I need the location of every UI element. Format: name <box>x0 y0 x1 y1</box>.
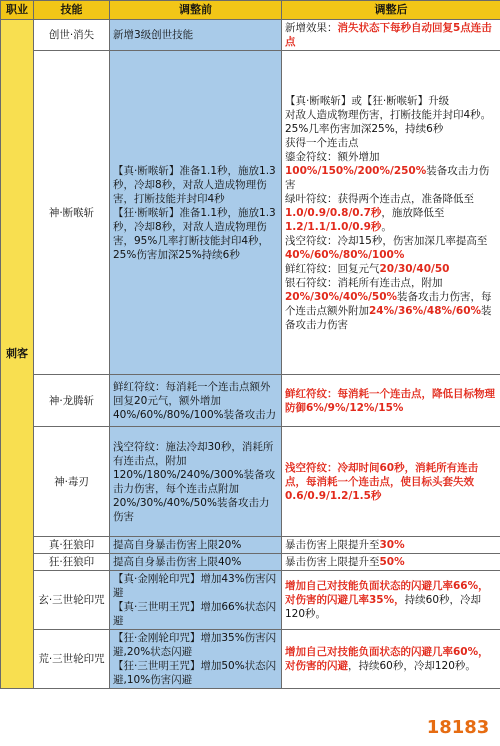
highlight-text: 鲜红符纹：每消耗一个连击点，降低目标物理防御6%/9%/12%/15% <box>285 387 495 414</box>
after-text: 新增效果： <box>285 22 338 34</box>
table-row <box>1 375 500 427</box>
after-line <box>285 234 497 262</box>
after-cell <box>282 630 500 689</box>
table-row <box>1 51 500 375</box>
highlight-text: 50% <box>379 556 405 568</box>
skill-name: 神·龙腾斩 <box>34 375 110 427</box>
after-line <box>285 94 497 108</box>
table-row <box>1 427 500 537</box>
after-text: 获得一个连击点 <box>285 136 359 149</box>
before-line: 新增3级创世技能 <box>113 29 194 41</box>
after-line <box>285 262 497 276</box>
highlight-text: 1.0/0.9/0.8/0.7秒 <box>285 206 382 219</box>
highlight-text: 40%/60%/80%/100% <box>285 248 405 261</box>
role-cell: 刺客 <box>1 20 34 689</box>
table-row <box>1 20 500 51</box>
highlight-text: 24%/36%/48%/60% <box>369 304 482 317</box>
before-cell <box>110 554 282 571</box>
highlight-text: 20/30/40/50 <box>379 262 450 275</box>
skill-name: 狂·狂狼印 <box>34 554 110 571</box>
after-cell <box>282 427 500 537</box>
before-cell <box>110 20 282 51</box>
after-text: 持续60秒，冷却120秒。 <box>285 594 482 620</box>
before-cell <box>110 375 282 427</box>
after-text: 浅空符纹：冷却15秒，伤害加深几率提高至 <box>285 234 488 247</box>
before-line: 【狂·三世明王咒】增加50%状态闪避,10%伤害闪避 <box>113 660 277 686</box>
after-text: 鲜红符纹：回复元气 <box>285 262 380 275</box>
after-line <box>285 108 497 136</box>
skill-name: 神·断喉斩 <box>34 51 110 375</box>
after-text: 绿叶符纹：获得两个连击点，准备降低至 <box>285 192 474 205</box>
skill-name: 神·毒刃 <box>34 427 110 537</box>
table-row <box>1 554 500 571</box>
before-line: 鲜红符纹：每消耗一个连击点额外回复20元气，额外增加40%/60%/80%/100%装备攻击力 <box>113 380 277 421</box>
header-row <box>1 1 500 20</box>
after-line <box>285 192 497 234</box>
after-text: ，施放降低至 <box>381 206 445 219</box>
before-cell <box>110 427 282 537</box>
after-cell <box>282 537 500 554</box>
header-after: 调整后 <box>282 1 500 20</box>
after-text: 装备攻击力伤害 <box>285 164 490 191</box>
after-text: 装备攻击力伤害，每个连击点额外附加 <box>285 290 492 317</box>
header-skill: 技能 <box>34 1 110 20</box>
before-line: 【真·三世明王咒】增加66%状态闪避 <box>113 601 277 627</box>
before-line: 提高自身暴击伤害上限40% <box>113 556 242 568</box>
after-cell <box>282 20 500 51</box>
after-cell <box>282 571 500 630</box>
before-line: 【真·断喉斩】准备1.1秒，施放1.3秒，冷却8秒，对敌人造成物理伤害，打断技能并封印4秒 <box>113 164 276 205</box>
highlight-text: 100%/150%/200%/250% <box>285 164 427 177</box>
after-line <box>285 164 497 192</box>
after-text: 银石符纹：消耗所有连击点，附加 <box>285 276 443 289</box>
after-text: ，持续60秒，冷却120秒。 <box>348 660 476 672</box>
after-text: 。 <box>381 220 392 233</box>
after-cell <box>282 375 500 427</box>
table-body <box>1 20 500 689</box>
before-line: 【狂·金刚轮印咒】增加35%伤害闪避,20%状态闪避 <box>113 632 277 658</box>
skill-name: 玄·三世轮印咒 <box>34 571 110 630</box>
skill-name: 荒·三世轮印咒 <box>34 630 110 689</box>
header-role: 职业 <box>1 1 34 20</box>
table-row <box>1 630 500 689</box>
before-line: 【狂·断喉斩】准备1.1秒，施放1.3秒，冷却8秒，对敌人造成物理伤害，95%几率打断技能封印4秒，25%伤害加深25%持续6秒 <box>113 206 276 261</box>
before-line: 浅空符纹：施法冷却30秒，消耗所有连击点，附加120%/180%/240%/300%装备攻击力伤害，每个连击点附加20%/30%/40%/50%装备攻击力伤害 <box>113 440 276 523</box>
before-cell <box>110 537 282 554</box>
table-row <box>1 571 500 630</box>
after-line <box>285 276 497 332</box>
table-row <box>1 537 500 554</box>
highlight-text: 消失状态下每秒自动回复5点连击点 <box>285 22 492 48</box>
highlight-text: 30% <box>379 539 405 551</box>
after-text: 暴击伤害上限提升至 <box>285 539 380 551</box>
before-line: 【真·金刚轮印咒】增加43%伤害闪避 <box>113 573 277 599</box>
after-text: 【真·断喉斩】或【狂·断喉斩】升级 <box>285 94 450 107</box>
before-cell <box>110 571 282 630</box>
skill-name: 真·狂狼印 <box>34 537 110 554</box>
highlight-text: 1.2/1.1/1.0/0.9秒 <box>285 220 382 233</box>
highlight-text: 浅空符纹：冷却时间60秒，消耗所有连击点，每消耗一个连击点，使目标头套失效0.6/0.9/1.2/1.5秒 <box>285 461 479 502</box>
before-cell <box>110 51 282 375</box>
after-cell <box>282 51 500 375</box>
site-watermark-logo <box>420 712 496 742</box>
highlight-text: 20%/30%/40%/50% <box>285 290 398 303</box>
header-before: 调整前 <box>110 1 282 20</box>
skill-name: 创世·消失 <box>34 20 110 51</box>
after-text: 对敌人造成物理伤害，打断技能并封印4秒。25%几率伤害加深25%，持续6秒 <box>285 108 492 135</box>
highlight-text: 增加自己对技能负面状态的闪避几率66%，对伤害的闪避几率35%， <box>285 580 489 606</box>
before-cell <box>110 630 282 689</box>
after-text: 装备攻击力伤害 <box>285 304 492 331</box>
after-cell <box>282 554 500 571</box>
after-text: 暴击伤害上限提升至 <box>285 556 380 568</box>
before-line: 提高自身暴击伤害上限20% <box>113 539 242 551</box>
after-line <box>285 150 497 164</box>
highlight-text: 增加自己对技能负面状态的闪避几率60%，对伤害的闪避 <box>285 646 489 672</box>
after-text: 鎏金符纹：额外增加 <box>285 150 380 163</box>
watermark-text: 18183 <box>426 716 490 738</box>
after-line <box>285 136 497 150</box>
